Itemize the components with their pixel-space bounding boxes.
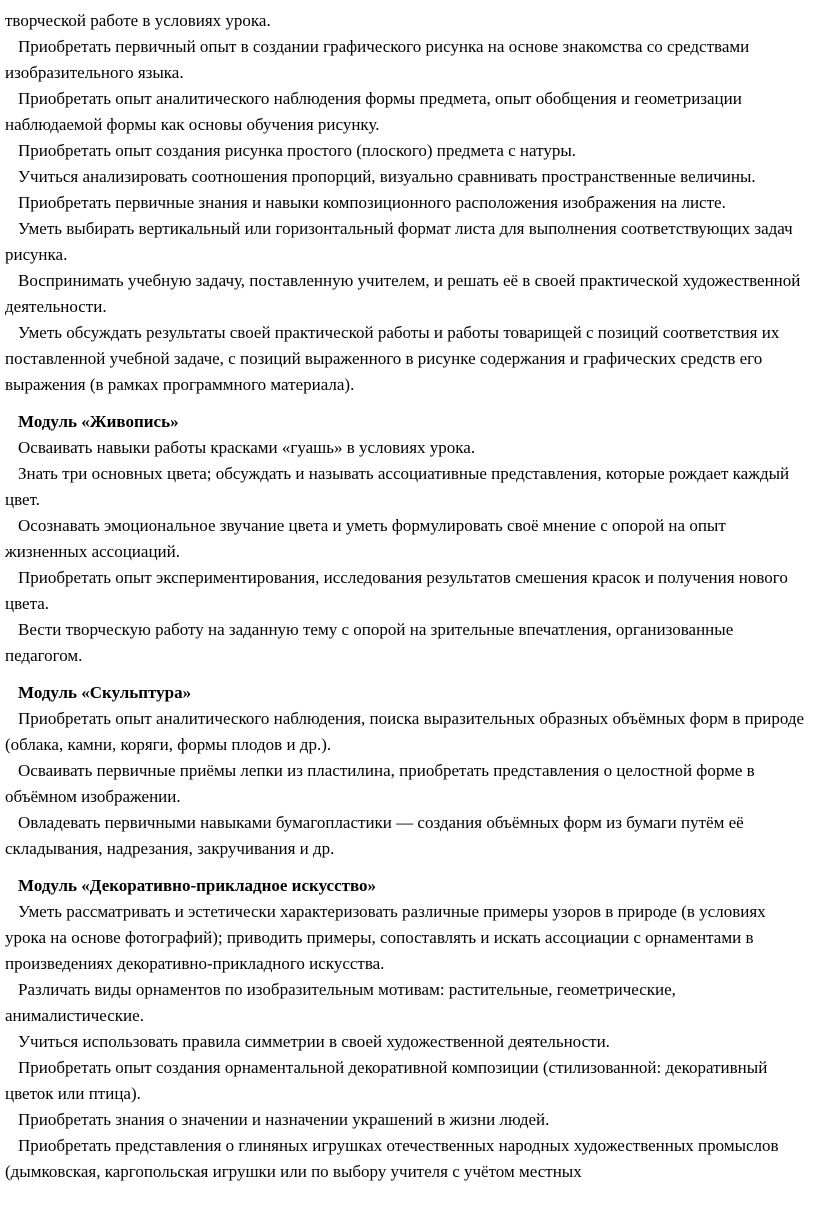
paragraph: Приобретать опыт создания орнаментальной декоративной композиции (стилизованной: декоративный цветок или птица). <box>5 1058 768 1103</box>
paragraph: Осваивать первичные приёмы лепки из пластилина, приобретать представления о целостной форме в объёмном изображении. <box>5 761 755 806</box>
paragraph: Учиться использовать правила симметрии в своей художественной деятельности. <box>18 1032 610 1051</box>
section-heading-sculpture: Модуль «Скульптура» <box>18 683 192 702</box>
paragraph: Различать виды орнаментов по изобразительным мотивам: растительные, геометрические, анималистические. <box>5 980 676 1025</box>
paragraph: Приобретать опыт аналитического наблюдения, поиска выразительных образных объёмных форм в природе (облака, камни, коряги, формы плодов и др.). <box>5 709 805 754</box>
paragraph: Учиться анализировать соотношения пропорций, визуально сравнивать пространственные величины. <box>18 167 756 186</box>
paragraph: Приобретать опыт создания рисунка простого (плоского) предмета с натуры. <box>18 141 576 160</box>
paragraph: Приобретать опыт экспериментирования, исследования результатов смешения красок и получения нового цвета. <box>5 568 788 613</box>
paragraph: Знать три основных цвета; обсуждать и называть ассоциативные представления, которые рождает каждый цвет. <box>5 464 790 509</box>
paragraph: Овладевать первичными навыками бумагопластики — создания объёмных форм из бумаги путём её складывания, надрезания, закручивания и др. <box>5 813 744 858</box>
paragraph: Приобретать представления о глиняных игрушках отечественных народных художественных промыслов (дымковская, каргопольская игрушки или по выбору учителя с учётом местных <box>5 1136 779 1181</box>
section-heading-painting: Модуль «Живопись» <box>18 412 179 431</box>
paragraph: Приобретать первичные знания и навыки композиционного расположения изображения на листе. <box>18 193 726 212</box>
paragraph: Уметь выбирать вертикальный или горизонтальный формат листа для выполнения соответствующих задач рисунка. <box>5 219 793 264</box>
paragraph: творческой работе в условиях урока. <box>5 11 271 30</box>
paragraph: Осознавать эмоциональное звучание цвета и уметь формулировать своё мнение с опорой на опыт жизненных ассоциаций. <box>5 516 726 561</box>
paragraph: Приобретать опыт аналитического наблюдения формы предмета, опыт обобщения и геометризации наблюдаемой формы как основы обучения рисунку. <box>5 89 742 134</box>
paragraph: Приобретать знания о значении и назначении украшений в жизни людей. <box>18 1110 550 1129</box>
section-heading-decorative-art: Модуль «Декоративно-прикладное искусство» <box>18 876 377 895</box>
paragraph: Вести творческую работу на заданную тему с опорой на зрительные впечатления, организованные педагогом. <box>5 620 734 665</box>
paragraph: Осваивать навыки работы красками «гуашь» в условиях урока. <box>18 438 476 457</box>
paragraph: Уметь обсуждать результаты своей практической работы и работы товарищей с позиций соответствия их поставленной учебной задаче, с позиций выраженного в рисунке содержания и графических средств его выражения (в рамках программного материала). <box>5 323 780 394</box>
paragraph: Приобретать первичный опыт в создании графического рисунка на основе знакомства со средствами изобразительного языка. <box>5 37 750 82</box>
paragraph: Воспринимать учебную задачу, поставленную учителем, и решать её в своей практической художественной деятельности. <box>5 271 801 316</box>
paragraph: Уметь рассматривать и эстетически характеризовать различные примеры узоров в природе (в условиях урока на основе фотографий); приводить примеры, сопоставлять и искать ассоциации с орнаментами в произведениях декоративно-прикладного искусства. <box>5 902 766 973</box>
